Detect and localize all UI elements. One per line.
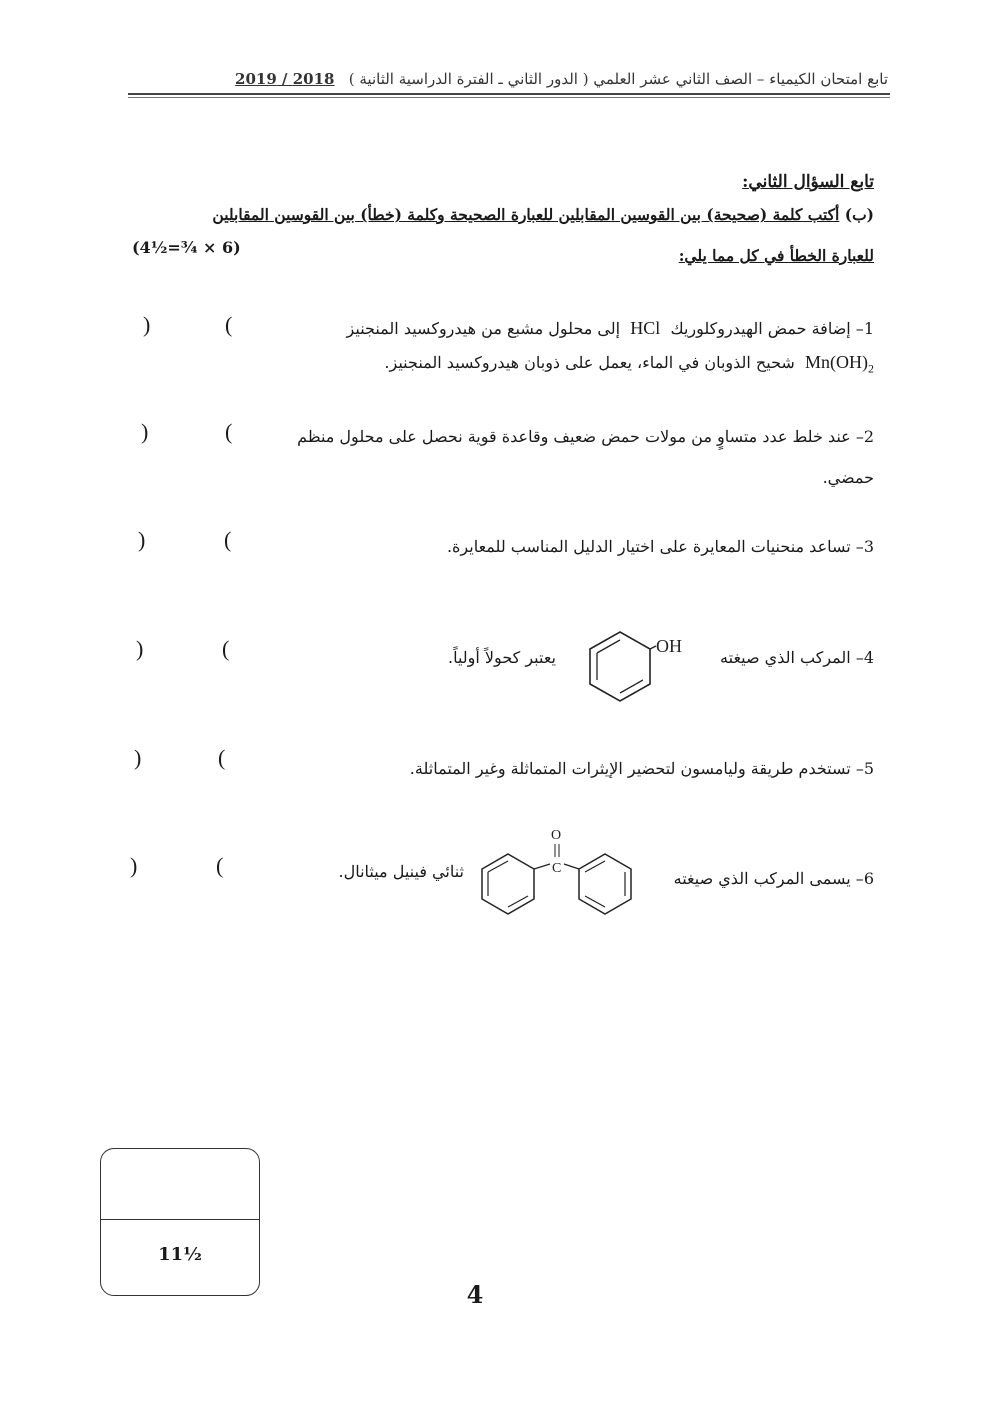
header-year: 2018 / 2019: [235, 70, 335, 88]
instruction-text: أكتب كلمة (صحيحة) بين القوسين المقابلين للعبارة الصحيحة وكلمة (خطأ) بين القوسين المقابلين: [212, 205, 840, 224]
marks-allocation: (4½=¾ × 6): [132, 238, 241, 257]
double-bond: [585, 861, 605, 872]
answer-paren-open: (: [216, 853, 224, 878]
benzene-ring: [590, 632, 650, 701]
exam-header: [128, 70, 888, 88]
double-bond: [508, 896, 528, 907]
question-number: 1: [863, 319, 874, 338]
question-4-line-1a: [720, 648, 874, 667]
answer-paren-open: (: [224, 527, 232, 552]
instruction-prefix: (ب): [839, 205, 874, 224]
question-2-line-2: حمضي.: [822, 468, 874, 487]
question-text: إلى محلول مشبع من هيدروكسيد المنجنيز: [346, 319, 621, 338]
question-2-line-1: [297, 427, 874, 446]
double-bond: [597, 640, 620, 653]
question-3-line-1: [447, 537, 874, 556]
oxygen-label: O: [551, 828, 562, 843]
question-text: – عند خلط عدد متساوٍ من مولات حمض ضعيف وقاعدة قوية نحصل على محلول منظم: [297, 427, 864, 446]
question-number: 2: [863, 427, 874, 446]
c-bond-right: [564, 864, 579, 869]
answer-paren-open: (: [218, 745, 226, 770]
answer-paren-close: ): [134, 745, 142, 770]
question-5-line-1: [410, 759, 874, 778]
score-box: [100, 1148, 260, 1296]
formula-mnoh2: [805, 352, 874, 376]
question-6-line-1a: [674, 869, 874, 888]
double-bond: [488, 861, 508, 872]
oh-label: OH: [656, 636, 682, 656]
answer-paren-open: (: [225, 419, 233, 444]
header-rule-thin: [128, 97, 890, 98]
double-bond: [620, 680, 643, 693]
question-text: – إضافة حمض الهيدروكلوريك: [670, 319, 864, 338]
question-text: – المركب الذي صيغته: [720, 648, 864, 667]
score-box-divider: [100, 1219, 260, 1220]
answer-paren-close: ): [136, 636, 144, 661]
benzene-ring-right: [579, 854, 631, 914]
question-1-line-2: [384, 352, 874, 377]
formula-body: Mn(OH): [805, 352, 868, 372]
instruction-line-2: للعبارة الخطأ في كل مما يلي:: [678, 246, 874, 265]
question-number: 4: [863, 648, 874, 667]
double-bond: [585, 896, 605, 907]
question-number: 3: [863, 537, 874, 556]
page-number: 4: [466, 1280, 484, 1309]
question-number: 5: [863, 759, 874, 778]
question-1-line-1: [347, 318, 874, 339]
question-text: – يسمى المركب الذي صيغته: [673, 869, 864, 888]
score-value: 11½: [158, 1244, 202, 1265]
instruction-line-1: [144, 205, 874, 224]
question-text: – تساعد منحنيات المعايرة على اختيار الدليل المناسب للمعايرة.: [446, 537, 864, 556]
answer-paren-close: ): [130, 853, 138, 878]
question-6-line-1b: ثنائي فينيل ميثانال.: [338, 862, 464, 881]
answer-paren-open: (: [225, 312, 233, 337]
c-bond-left: [534, 864, 550, 869]
formula-hcl: HCl: [630, 318, 661, 338]
answer-paren-open: (: [222, 636, 230, 661]
answer-paren-close: ): [138, 527, 146, 552]
benzene-ring-left: [482, 854, 534, 914]
question-4-line-1b: يعتبر كحولاً أولياً.: [448, 648, 556, 667]
answer-paren-close: ): [143, 312, 151, 337]
header-rule: [128, 93, 890, 95]
answer-paren-close: ): [141, 419, 149, 444]
carbon-label: C: [552, 861, 562, 876]
question-text: شحيح الذوبان في الماء، يعمل على ذوبان هيدروكسيد المنجنيز.: [384, 353, 795, 372]
formula-subscript: 2: [868, 361, 874, 376]
phenol-structure: [580, 620, 690, 730]
section-title: تابع السؤال الثاني:: [742, 172, 874, 192]
benzophenone-structure: [478, 822, 643, 917]
question-text: – تستخدم طريقة وليامسون لتحضير الإيثرات المتماثلة وغير المتماثلة.: [409, 759, 864, 778]
question-number: 6: [863, 869, 874, 888]
header-title: تابع امتحان الكيمياء – الصف الثاني عشر العلمي ( الدور الثاني ـ الفترة الدراسية الثانية ): [348, 70, 888, 88]
